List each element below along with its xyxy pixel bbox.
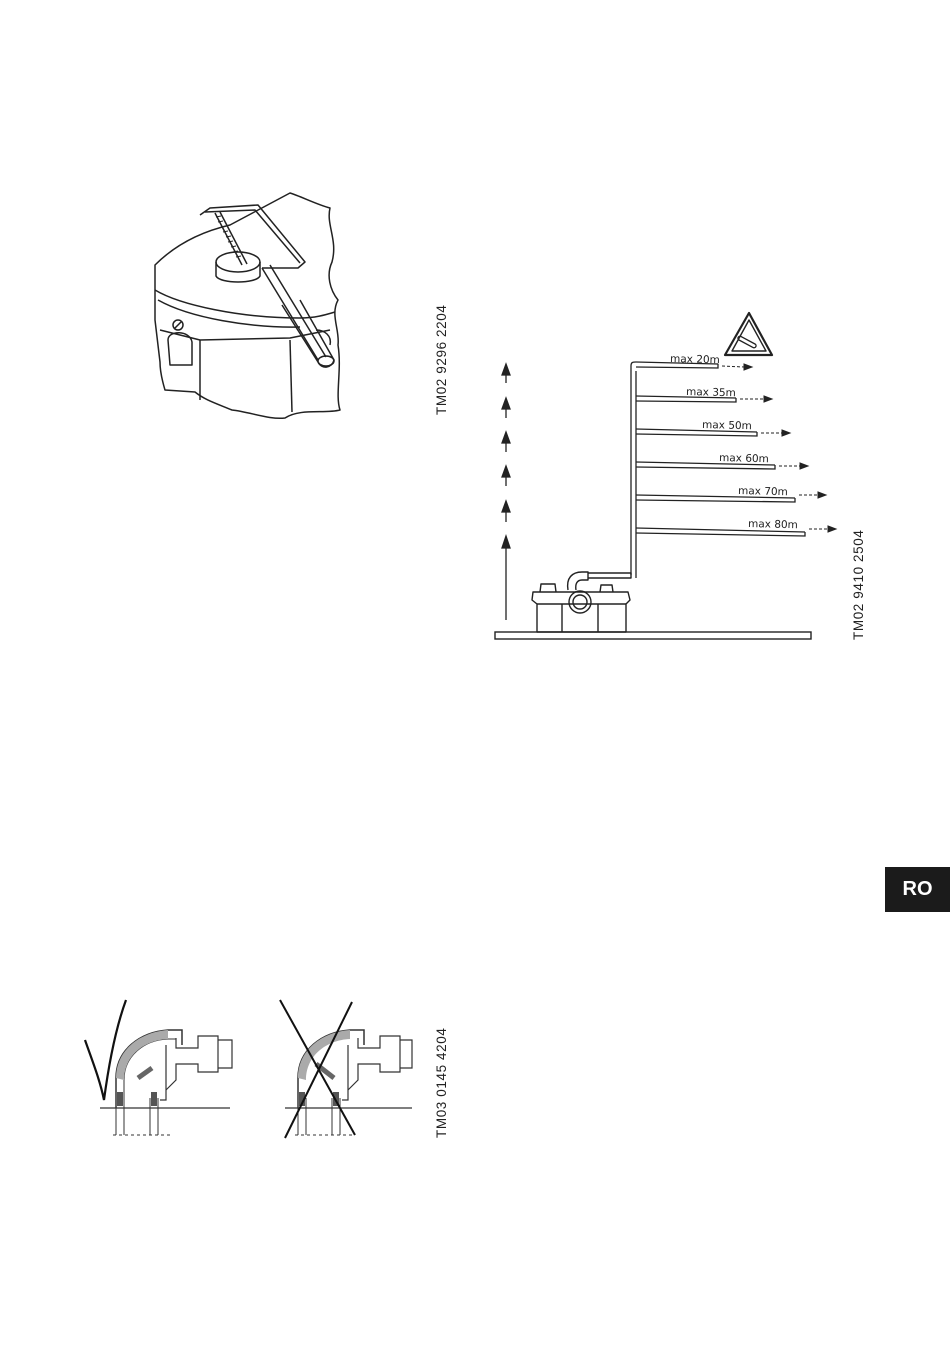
figure-code-2: TM02 9410 2504 — [851, 529, 866, 640]
figure-code-3: TM03 0145 4204 — [434, 1027, 449, 1138]
elbow-incorrect — [285, 1030, 412, 1135]
branch-label-3: max 50m — [701, 419, 753, 433]
branch-label-6: max 80m — [747, 518, 799, 532]
figure-code-1: TM02 9296 2204 — [434, 304, 449, 415]
branch-label-1: max 20m — [669, 353, 721, 367]
branch-label-4: max 60m — [718, 452, 770, 466]
elbow-correct — [100, 1030, 232, 1135]
branch-label-5: max 70m — [737, 485, 789, 499]
language-tab: RO — [885, 867, 950, 912]
cross-mark-icon — [280, 1000, 355, 1138]
check-mark-icon — [85, 1000, 126, 1100]
branch-label-2: max 35m — [685, 386, 737, 400]
